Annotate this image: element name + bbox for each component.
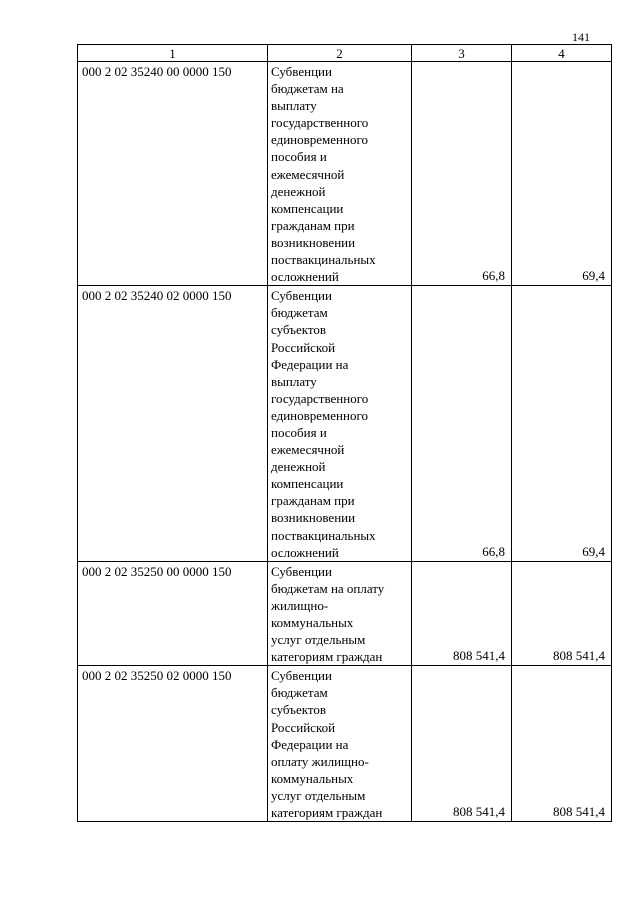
amount-col4: 69,4: [512, 286, 612, 562]
table-row: [78, 286, 612, 562]
header-col-1: 1: [78, 45, 268, 62]
item-name-line: денежной: [271, 183, 326, 199]
item-name-line: компенсации: [271, 476, 344, 492]
item-name-line: пособия и: [271, 149, 327, 165]
item-name-line: Субвенции: [271, 563, 332, 579]
header-col-3: 3: [412, 45, 512, 62]
item-name-line: категориям граждан: [271, 805, 383, 821]
item-name-line: Субвенции: [271, 64, 332, 79]
item-name-line: коммунальных: [271, 615, 354, 630]
item-name-line: бюджетам на: [271, 81, 344, 97]
item-name-line: оплату жилищно-: [271, 753, 369, 769]
item-name-line: бюджетам: [271, 305, 328, 321]
item-name-line: категориям граждан: [271, 649, 383, 665]
classification-code: 000 2 02 35240 02 0000 150: [78, 286, 268, 562]
item-name-line: выплату: [271, 98, 317, 114]
item-name-line: осложнений: [271, 544, 339, 560]
item-name: [268, 286, 412, 562]
item-name: [268, 666, 412, 822]
classification-code: 000 2 02 35240 00 0000 150: [78, 62, 268, 286]
item-name-line: гражданам при: [271, 493, 355, 509]
item-name-line: возникновении: [271, 510, 356, 526]
item-name-line: государственного: [271, 390, 369, 406]
item-name-line: денежной: [271, 459, 326, 475]
classification-code: 000 2 02 35250 00 0000 150: [78, 561, 268, 666]
item-name-line: компенсации: [271, 200, 344, 216]
amount-col3: 66,8: [412, 286, 512, 562]
item-name-line: ежемесячной: [271, 442, 345, 458]
item-name-line: услуг отдельным: [271, 632, 366, 648]
item-name-line: выплату: [271, 373, 317, 389]
item-name-line: государственного: [271, 115, 369, 131]
amount-col4: 69,4: [512, 62, 612, 286]
item-name-line: Федерации на: [271, 736, 349, 752]
item-name-line: Субвенции: [271, 668, 332, 684]
item-name-line: бюджетам: [271, 685, 328, 701]
table-row: [78, 666, 612, 822]
item-name-line: бюджетам на оплату: [271, 580, 385, 596]
item-name-line: возникновении: [271, 234, 356, 250]
item-name-line: субъектов: [271, 322, 327, 338]
amount-col3: 808 541,4: [412, 561, 512, 666]
item-name-line: коммунальных: [271, 770, 354, 786]
amount-col4: 808 541,4: [512, 561, 612, 666]
table-row: [78, 561, 612, 666]
item-name-line: Российской: [271, 719, 336, 735]
item-name-line: пособия и: [271, 424, 327, 440]
item-name-line: осложнений: [271, 269, 339, 285]
table-header-row: [78, 45, 612, 62]
item-name-line: жилищно-: [271, 597, 329, 613]
table-body: [78, 62, 612, 822]
item-name-line: единовременного: [271, 132, 368, 148]
item-name-line: услуг отдельным: [271, 787, 366, 803]
header-col-2: 2: [268, 45, 412, 62]
item-name-line: гражданам при: [271, 217, 355, 233]
page-number: 141: [572, 30, 590, 44]
amount-col4: 808 541,4: [512, 666, 612, 822]
table-row: [78, 62, 612, 286]
item-name: [268, 62, 412, 286]
item-name: [268, 561, 412, 666]
item-name-line: поствакцинальных: [271, 527, 376, 543]
classification-code: 000 2 02 35250 02 0000 150: [78, 666, 268, 822]
amount-col3: 66,8: [412, 62, 512, 286]
budget-table: [77, 44, 612, 822]
item-name-line: Субвенции: [271, 288, 332, 304]
amount-col3: 808 541,4: [412, 666, 512, 822]
header-col-4: 4: [512, 45, 612, 62]
item-name-line: единовременного: [271, 407, 368, 423]
item-name-line: поствакцинальных: [271, 252, 376, 268]
item-name-line: ежемесячной: [271, 166, 345, 182]
item-name-line: Российской: [271, 339, 336, 355]
item-name-line: Федерации на: [271, 356, 349, 372]
item-name-line: субъектов: [271, 702, 327, 718]
